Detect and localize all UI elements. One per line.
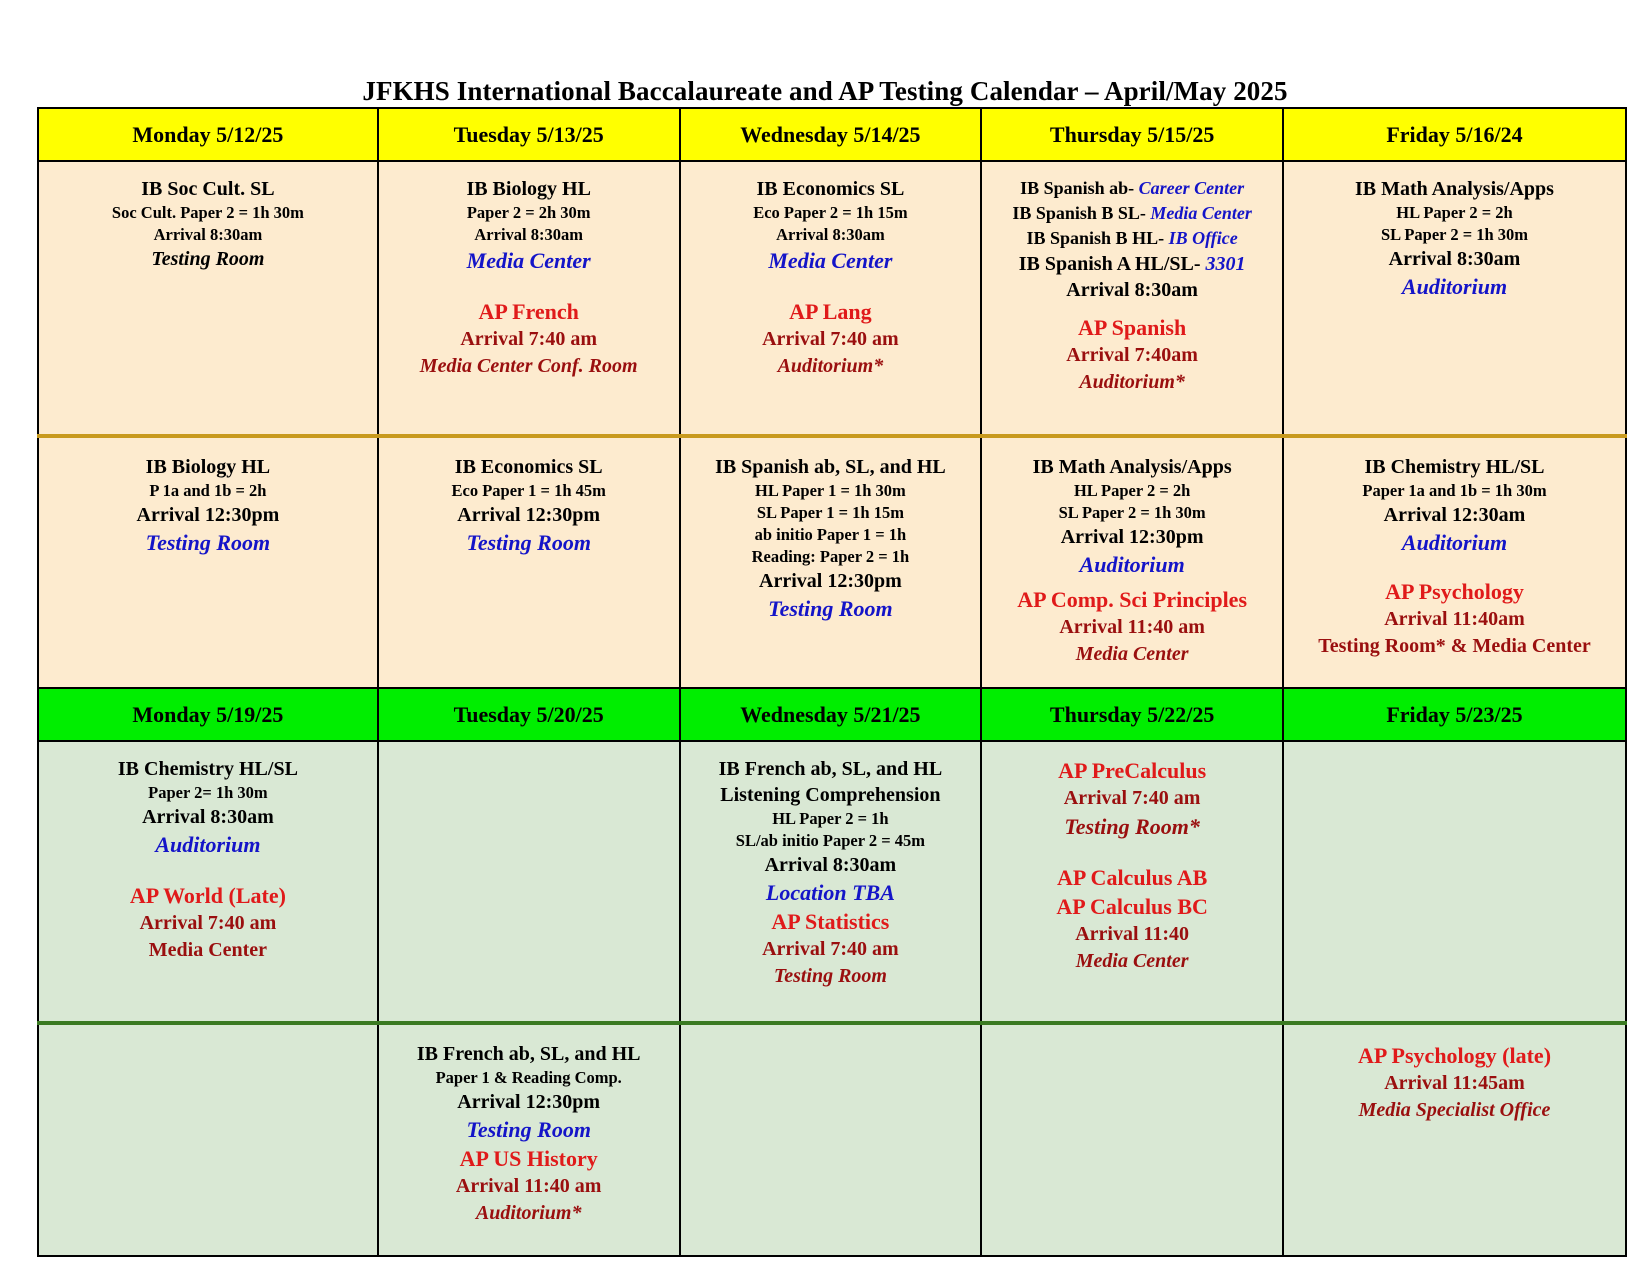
arrival-time: Arrival 8:30am	[474, 225, 583, 244]
ap-exam-room: Media Center	[148, 939, 268, 961]
ap-exam-room: Media Center	[1075, 643, 1189, 665]
arrival-time: Arrival 8:30am	[1388, 248, 1521, 270]
schedule-cell	[38, 741, 378, 1023]
exam-name: IB Soc Cult. SL	[141, 178, 275, 200]
schedule-cell	[1283, 1023, 1626, 1256]
schedule-cell	[981, 741, 1283, 1023]
exam-room: Auditorium	[1401, 530, 1508, 555]
day-header: Friday 5/23/25	[1283, 688, 1626, 741]
exam-name: IB French ab, SL, and HL	[416, 1043, 641, 1065]
week1-morning-row	[38, 161, 1626, 436]
exam-room: Location TBA	[765, 880, 895, 905]
ap-exam-name: AP Statistics	[771, 909, 890, 934]
ap-exam-room: Testing Room* & Media Center	[1318, 635, 1591, 657]
ap-arrival-time: Arrival 7:40 am	[1063, 787, 1201, 809]
schedule-cell-empty	[38, 1023, 378, 1256]
ap-exam-name: AP US History	[459, 1146, 598, 1171]
day-header: Monday 5/19/25	[38, 688, 378, 741]
schedule-cell	[1283, 161, 1626, 436]
paper-duration: Paper 2= 1h 30m	[148, 783, 268, 802]
ap-arrival-time: Arrival 11:40 am	[455, 1175, 602, 1197]
exam-room: Media Center	[466, 248, 591, 273]
ap-exam-room: Auditorium*	[1079, 371, 1185, 393]
arrival-time: Arrival 12:30pm	[1060, 526, 1204, 548]
paper-duration: SL Paper 1 = 1h 15m	[756, 503, 904, 522]
arrival-time: Arrival 12:30pm	[457, 1091, 601, 1113]
exam-room: Testing Room	[151, 248, 265, 270]
ap-exam-name: AP PreCalculus	[1058, 758, 1207, 783]
schedule-cell-empty	[1283, 741, 1626, 1023]
arrival-time: Arrival 8:30am	[764, 854, 897, 876]
exam-room: Testing Room	[145, 530, 271, 555]
exam-room: Auditorium	[1079, 552, 1185, 577]
schedule-cell-empty	[981, 1023, 1283, 1256]
exam-name: IB Economics SL	[756, 178, 905, 200]
ap-exam-name: AP Psychology (late)	[1357, 1043, 1552, 1068]
day-header: Tuesday 5/20/25	[378, 688, 680, 741]
paper-duration: P 1a and 1b = 2h	[149, 481, 267, 500]
ap-arrival-time: Arrival 7:40am	[1066, 344, 1198, 366]
ap-exam-name: AP Lang	[789, 299, 872, 324]
exam-name: Listening Comprehension	[720, 784, 941, 806]
exam-name: IB Biology HL	[466, 178, 591, 200]
schedule-cell	[1283, 436, 1626, 688]
exam-line	[982, 226, 1282, 251]
ap-arrival-time: Arrival 11:45am	[1384, 1072, 1525, 1094]
exam-room: Auditorium	[1401, 274, 1508, 299]
ap-arrival-time: Arrival 11:40	[1075, 923, 1190, 945]
exam-room: IB Office	[1168, 228, 1238, 248]
arrival-time: Arrival 12:30pm	[759, 570, 902, 592]
paper-duration: Reading: Paper 2 = 1h	[751, 547, 910, 566]
week2-afternoon-row	[38, 1023, 1626, 1256]
arrival-time: Arrival 8:30am	[1066, 279, 1198, 301]
week1-afternoon-row	[38, 436, 1626, 688]
exam-room: Testing Room	[466, 530, 591, 555]
exam-line	[982, 176, 1282, 201]
paper-duration: HL Paper 2 = 1h	[772, 809, 889, 828]
exam-name: IB Biology HL	[145, 456, 271, 478]
schedule-cell	[378, 161, 680, 436]
schedule-cell	[680, 161, 982, 436]
paper-duration: Eco Paper 1 = 1h 45m	[451, 481, 606, 500]
week1-header-row	[38, 108, 1626, 161]
day-header: Wednesday 5/21/25	[680, 688, 982, 741]
ap-exam-room: Auditorium*	[475, 1202, 582, 1224]
ap-exam-name: AP World (Late)	[129, 883, 286, 908]
ap-exam-name: AP French	[478, 299, 579, 324]
day-header: Wednesday 5/14/25	[680, 108, 982, 161]
ap-exam-name: AP Spanish	[1078, 315, 1187, 340]
paper-duration: HL Paper 2 = 2h	[1073, 481, 1191, 500]
exam-room: 3301	[1205, 253, 1246, 275]
ap-exam-name: AP Psychology	[1385, 579, 1524, 604]
ap-arrival-time: Arrival 7:40 am	[139, 912, 277, 934]
arrival-time: Arrival 8:30am	[142, 806, 274, 828]
arrival-time: Arrival 12:30pm	[457, 504, 601, 526]
schedule-cell-empty	[378, 741, 680, 1023]
exam-room: Testing Room	[768, 596, 893, 621]
day-header: Monday 5/12/25	[38, 108, 378, 161]
paper-duration: HL Paper 1 = 1h 30m	[755, 481, 906, 500]
exam-room: Media Center	[768, 248, 893, 273]
schedule-cell	[378, 436, 680, 688]
day-header: Thursday 5/15/25	[981, 108, 1283, 161]
exam-name: IB Economics SL	[454, 456, 603, 478]
ap-arrival-time: Arrival 11:40 am	[1059, 616, 1205, 638]
exam-name: IB Spanish B HL-	[1026, 228, 1169, 248]
paper-duration: HL Paper 2 = 2h	[1396, 203, 1513, 222]
exam-name: IB Chemistry HL/SL	[1364, 456, 1545, 478]
testing-calendar-table	[37, 107, 1627, 1257]
schedule-cell	[680, 741, 982, 1023]
ap-exam-name: AP Calculus BC	[1056, 894, 1208, 919]
schedule-cell	[38, 161, 378, 436]
ap-exam-room: Media Center Conf. Room	[419, 355, 638, 377]
exam-name: IB Spanish ab-	[1020, 178, 1139, 198]
ap-exam-name: AP Comp. Sci Principles	[1017, 587, 1248, 612]
paper-duration: Soc Cult. Paper 2 = 1h 30m	[111, 203, 304, 222]
ap-exam-name: AP Calculus AB	[1056, 865, 1208, 890]
schedule-cell	[981, 161, 1283, 436]
ap-exam-room: Auditorium*	[777, 355, 884, 377]
ap-arrival-time: Arrival 7:40 am	[762, 938, 899, 960]
week2-morning-row	[38, 741, 1626, 1023]
paper-duration: ab initio Paper 1 = 1h	[754, 525, 907, 544]
arrival-time: Arrival 8:30am	[776, 225, 885, 244]
exam-line	[982, 251, 1282, 277]
week2-header-row	[38, 688, 1626, 741]
day-header: Tuesday 5/13/25	[378, 108, 680, 161]
ap-exam-room: Media Center	[1075, 950, 1189, 972]
schedule-cell	[38, 436, 378, 688]
exam-name: IB Math Analysis/Apps	[1355, 178, 1554, 200]
day-header: Thursday 5/22/25	[981, 688, 1283, 741]
exam-name: IB Spanish A HL/SL-	[1018, 253, 1206, 275]
arrival-time: Arrival 12:30am	[1383, 504, 1526, 526]
day-header: Friday 5/16/24	[1283, 108, 1626, 161]
paper-duration: SL Paper 2 = 1h 30m	[1058, 503, 1206, 522]
schedule-cell-empty	[680, 1023, 982, 1256]
schedule-cell	[378, 1023, 680, 1256]
paper-duration: SL Paper 2 = 1h 30m	[1380, 225, 1529, 244]
exam-room: Auditorium	[155, 832, 261, 857]
paper-duration: Eco Paper 2 = 1h 15m	[753, 203, 908, 222]
arrival-time: Arrival 8:30am	[153, 225, 263, 244]
ap-arrival-time: Arrival 11:40am	[1384, 608, 1525, 630]
page-title: JFKHS International Baccalaureate and AP Testing Calendar – April/May 2025	[362, 76, 1288, 106]
arrival-time: Arrival 12:30pm	[136, 504, 280, 526]
paper-duration: Paper 1a and 1b = 1h 30m	[1362, 481, 1547, 500]
paper-duration: Paper 2 = 2h 30m	[466, 203, 591, 222]
ap-exam-room: Media Specialist Office	[1358, 1099, 1551, 1121]
exam-name: IB Chemistry HL/SL	[117, 758, 298, 780]
exam-room: Career Center	[1138, 178, 1245, 198]
ap-arrival-time: Arrival 7:40 am	[460, 328, 597, 350]
schedule-cell	[981, 436, 1283, 688]
exam-room: Media Center	[1150, 203, 1252, 223]
exam-room: Testing Room	[466, 1117, 591, 1142]
exam-name: IB Spanish B SL-	[1012, 203, 1151, 223]
ap-arrival-time: Arrival 7:40 am	[762, 328, 899, 350]
ap-exam-room: Testing Room	[773, 965, 887, 987]
exam-name: IB Math Analysis/Apps	[1032, 456, 1232, 478]
schedule-cell	[680, 436, 982, 688]
exam-name: IB Spanish ab, SL, and HL	[715, 456, 946, 478]
exam-name: IB French ab, SL, and HL	[718, 758, 943, 780]
paper-duration: SL/ab initio Paper 2 = 45m	[735, 831, 926, 850]
exam-line	[982, 201, 1282, 226]
ap-exam-room: Testing Room*	[1064, 814, 1200, 839]
paper-duration: Paper 1 & Reading Comp.	[435, 1068, 622, 1087]
